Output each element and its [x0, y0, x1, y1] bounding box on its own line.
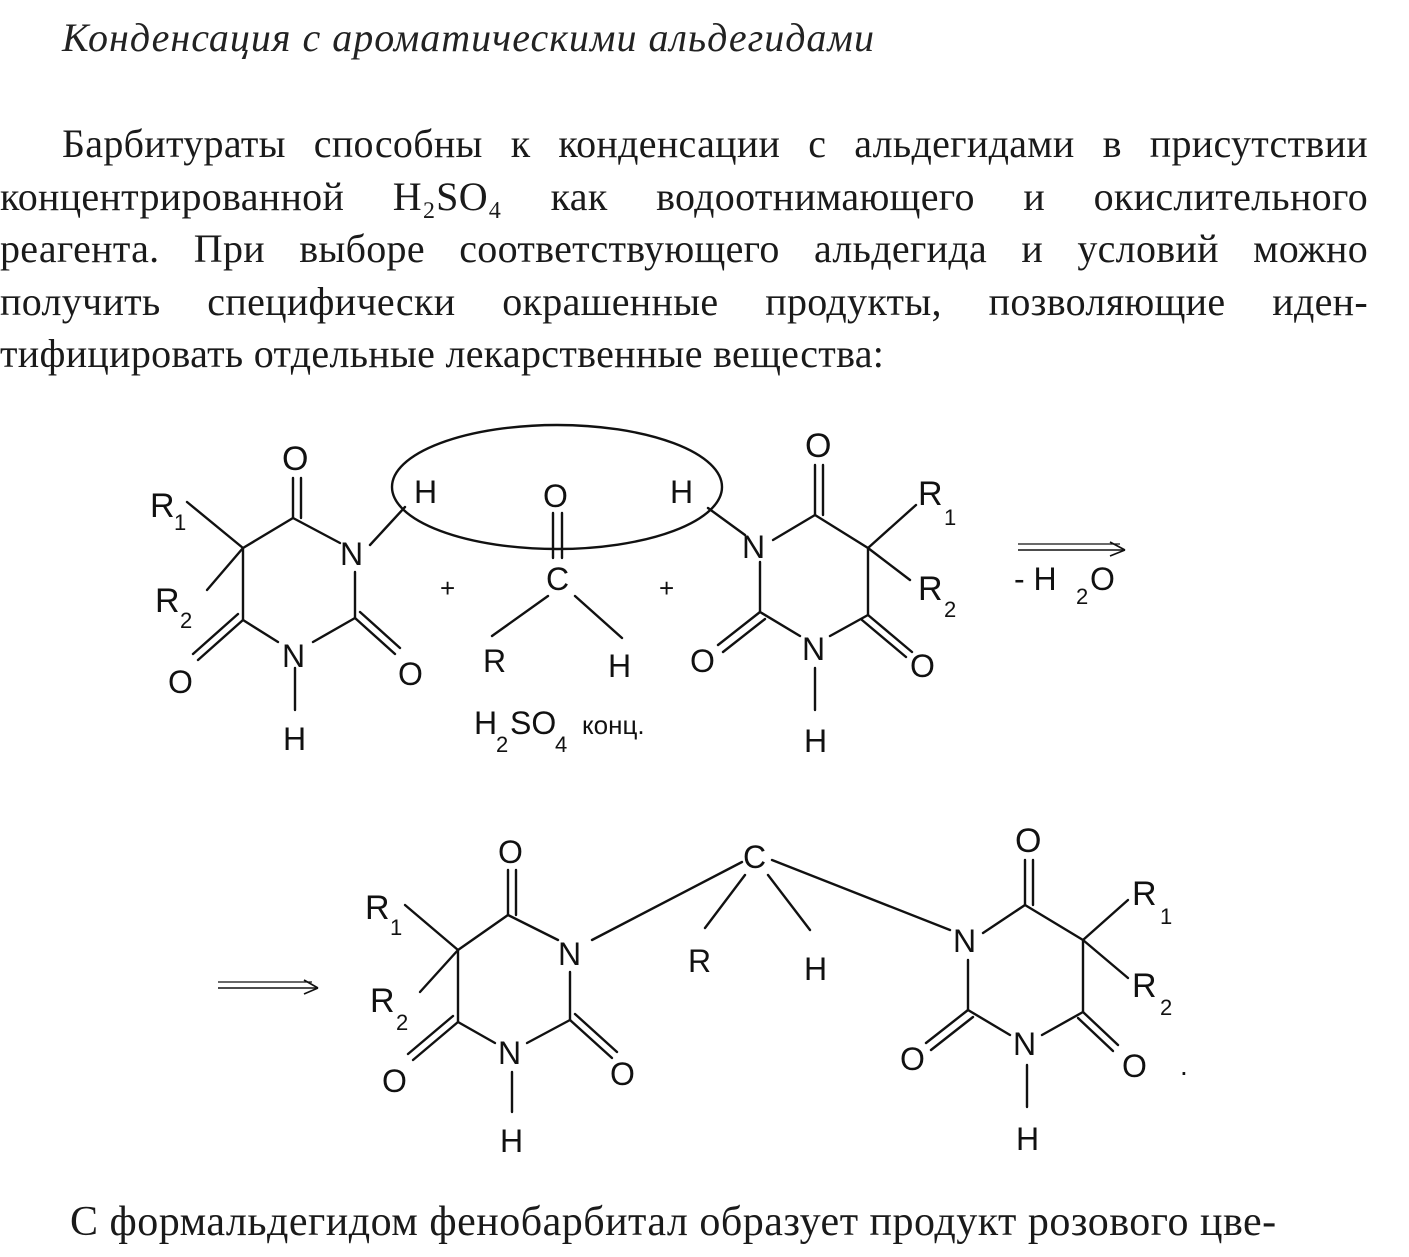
- atom-R: R: [918, 570, 943, 608]
- atom-N: N: [340, 536, 364, 572]
- atom-O: O: [900, 1041, 925, 1077]
- atom-R: R: [1132, 875, 1157, 913]
- atom-N: N: [558, 936, 582, 972]
- atom-O: O: [610, 1056, 635, 1092]
- subscript: 2: [180, 608, 193, 633]
- paragraph-line: получить специфически окрашенные продукты, позволяющие иден-: [0, 278, 1368, 324]
- svg-text:2: 2: [496, 732, 509, 757]
- atom-N: N: [1013, 1026, 1037, 1062]
- atom-O: O: [1015, 822, 1042, 860]
- atom-N: N: [282, 638, 306, 674]
- atom-N: N: [742, 529, 766, 565]
- atom-H: H: [804, 723, 828, 759]
- subscript: 1: [944, 505, 957, 530]
- atom-O: O: [1122, 1048, 1147, 1084]
- svg-text:4: 4: [555, 732, 568, 757]
- subscript: 1: [174, 510, 187, 535]
- atom-O: O: [282, 440, 309, 478]
- subscript: 2: [944, 597, 957, 622]
- svg-text:SO: SO: [510, 705, 557, 741]
- product-ring-right: [900, 822, 1188, 1157]
- atom-H: H: [608, 648, 632, 684]
- atom-O: O: [498, 834, 523, 870]
- atom-H: H: [670, 474, 694, 510]
- atom-O: O: [168, 664, 193, 700]
- barbiturate-right: [690, 427, 956, 759]
- subscript: 1: [390, 915, 403, 940]
- atom-O: O: [805, 427, 832, 465]
- bottom-text: С формальдегидом фенобарбитал образует продукт розового цве-: [70, 1199, 1277, 1245]
- atom-R: R: [483, 643, 507, 679]
- catalyst-label: [474, 705, 645, 757]
- svg-text:2: 2: [1076, 584, 1089, 609]
- atom-C: C: [546, 561, 570, 597]
- paragraph-line: тифицировать отдельные лекарственные вещества:: [0, 331, 885, 376]
- plus-sign: +: [659, 573, 675, 603]
- atom-H: H: [414, 474, 438, 510]
- product-ring-left: [365, 834, 635, 1159]
- atom-O: O: [910, 648, 935, 684]
- product-arrow: [218, 980, 318, 994]
- svg-text:- H: - H: [1014, 561, 1057, 597]
- svg-text:конц.: конц.: [582, 710, 645, 740]
- subscript: 2: [396, 1010, 409, 1035]
- atom-N: N: [498, 1035, 522, 1071]
- section-heading: Конденсация с ароматическими альдегидами: [62, 15, 875, 60]
- atom-R: R: [1132, 967, 1157, 1005]
- atom-H: H: [804, 951, 828, 987]
- reaction-arrow: [1014, 542, 1125, 609]
- paragraph-line: концентрированной H₂SO₄ как водоотнимающего и окислительного: [0, 173, 1368, 219]
- atom-N: N: [802, 631, 826, 667]
- atom-H: H: [500, 1123, 524, 1159]
- barbiturate-left: [150, 440, 423, 757]
- atom-R: R: [365, 889, 390, 927]
- atom-O: O: [398, 656, 423, 692]
- svg-text:O: O: [1090, 561, 1115, 597]
- paragraph-line: реагента. При выборе соответствующего альдегида и условий можно: [0, 226, 1368, 271]
- atom-R: R: [688, 943, 712, 979]
- atom-R: R: [155, 582, 180, 620]
- atom-N: N: [953, 923, 977, 959]
- atom-O: O: [382, 1063, 407, 1099]
- atom-C: C: [743, 839, 767, 875]
- svg-text:H: H: [474, 705, 498, 741]
- atom-R: R: [370, 982, 395, 1020]
- atom-H: H: [1016, 1121, 1040, 1157]
- end-period: .: [1180, 1050, 1188, 1081]
- atom-R: R: [150, 487, 175, 525]
- atom-O: O: [543, 478, 568, 514]
- paragraph-line: Барбитураты способны к конденсации с альдегидами в присутствии: [62, 121, 1368, 166]
- atom-H: H: [283, 721, 307, 757]
- atom-O: O: [690, 643, 715, 679]
- plus-sign: +: [440, 573, 456, 603]
- subscript: 1: [1160, 904, 1173, 929]
- subscript: 2: [1160, 995, 1173, 1020]
- atom-R: R: [918, 475, 943, 513]
- aldehyde: [483, 478, 631, 684]
- product-methine: [592, 839, 950, 987]
